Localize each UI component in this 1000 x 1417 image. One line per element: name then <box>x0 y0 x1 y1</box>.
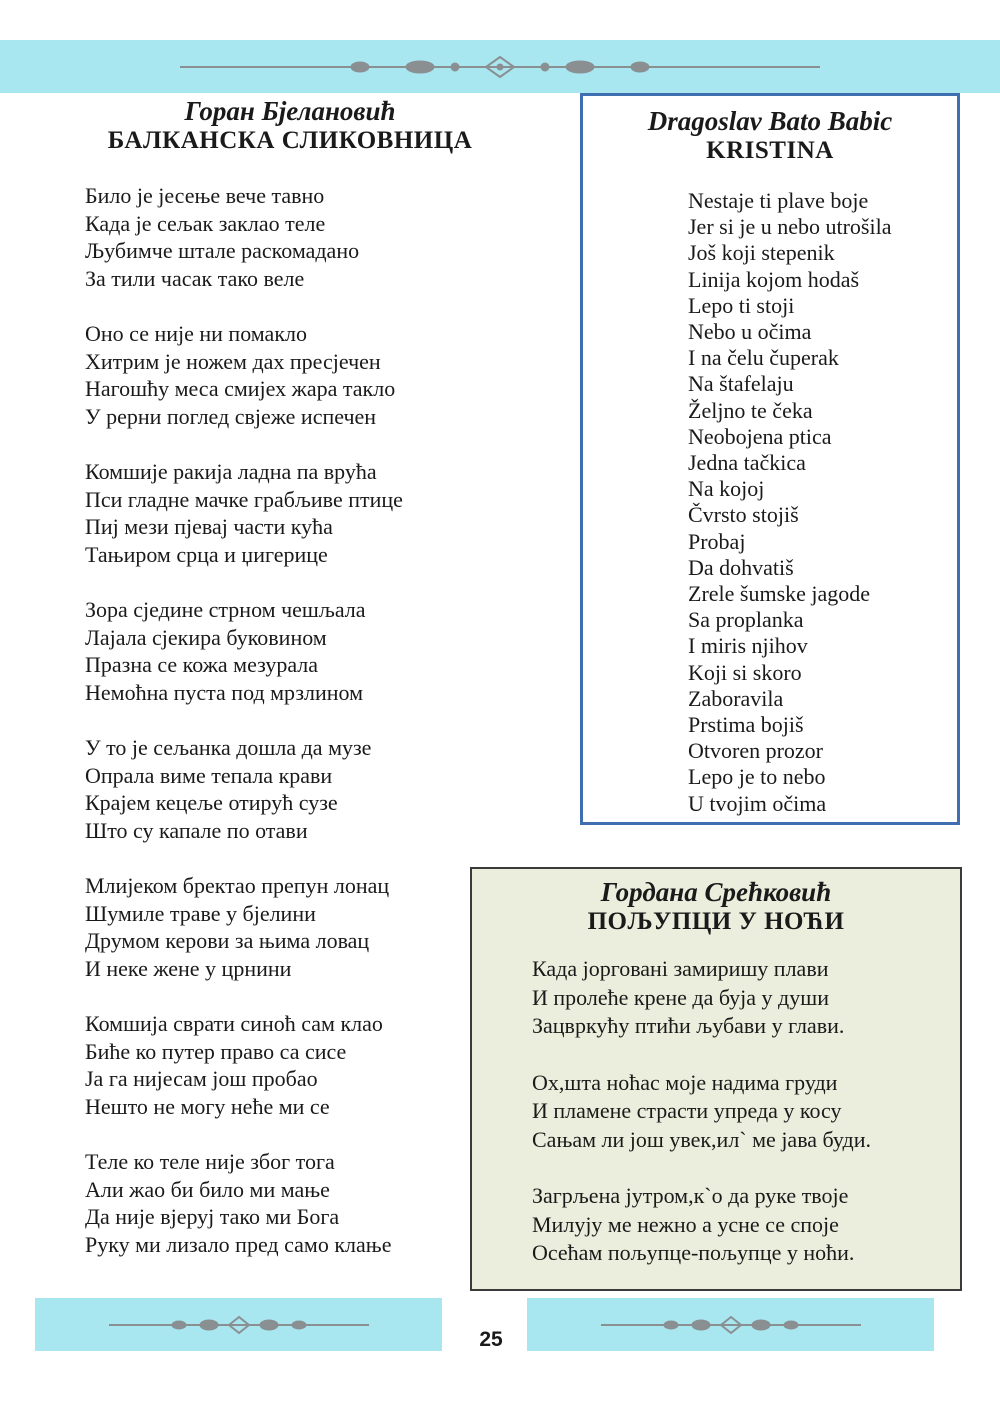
poem-stanza <box>85 734 505 844</box>
poem-line: Na kojoj <box>688 476 765 502</box>
poem-line: Prstima bojiš <box>688 712 804 738</box>
poem-line: Шумиле траве у бјелини <box>85 900 316 926</box>
poem-line: Комшија сврати синоћ сам клао <box>85 1011 383 1036</box>
poem-line: Али жао би било ми мање <box>85 1176 330 1202</box>
poem-line: Комшије ракија ладна па врућа <box>85 459 377 484</box>
poem-line: Jedna tačkica <box>688 450 806 476</box>
poem-author: Dragoslav Bato Babic <box>647 106 893 136</box>
poem-stanza <box>85 872 505 982</box>
poem-line: Када јоргованi замиришу плави <box>532 956 829 981</box>
poem-line: У то је сељанка дошла да музе <box>85 735 372 760</box>
poem-stanza <box>85 1010 505 1120</box>
poem-author: Горан Бјелановић <box>184 96 396 126</box>
poem-line: Што су капале по отави <box>85 817 308 843</box>
poem-lines <box>688 188 891 817</box>
poem-line: Зацвркућу птићи љубави у глави. <box>532 1013 845 1038</box>
poem-line: Теле ко теле није због тога <box>85 1149 335 1174</box>
poem-stanza <box>85 182 505 292</box>
poem-line: Љубимче штале раскомадано <box>85 238 360 263</box>
poem-line: Осећам пољупце-пољупце у ноћи. <box>532 1240 855 1265</box>
poem-line: Čvrsto stojiš <box>688 502 799 528</box>
flourish-divider-icon <box>601 1313 861 1337</box>
flourish-divider-icon <box>180 52 820 82</box>
poem-poljupci-box <box>470 867 962 1291</box>
poem-stanzas <box>85 182 505 1258</box>
poem-line: I miris njihov <box>688 633 808 659</box>
poem-line: Sa proplanka <box>688 607 804 633</box>
poem-line: Ја га нијесам још пробао <box>85 1066 318 1091</box>
top-decorative-band <box>0 40 1000 93</box>
poem-line: Пси гладне мачке грабљиве птице <box>85 486 403 512</box>
poem-line: Još koji stepenik <box>688 240 835 266</box>
poem-kristina-box <box>580 93 960 825</box>
poem-line: И пролеће крене да буја у души <box>532 984 829 1010</box>
poem-line: Koji si skoro <box>688 659 802 685</box>
poem-title: KRISTINA <box>706 137 834 164</box>
poem-line: Nebo u očima <box>688 319 812 345</box>
poem-line: Зора сједине стрном чешљала <box>85 597 366 622</box>
poem-line: Otvoren prozor <box>688 738 824 764</box>
page-number: 25 <box>479 1328 503 1351</box>
poem-line: И неке жене у црнини <box>85 955 292 981</box>
poem-line: Пиј мези пјевај части кућа <box>85 514 333 539</box>
poem-line: Neobojena ptica <box>688 423 832 449</box>
poem-stanza <box>85 320 505 430</box>
poem-stanza <box>85 1148 505 1258</box>
poem-line: Сањам ли још увек,ил` ме јава буди. <box>532 1126 871 1152</box>
poem-line: Биће ко путер право са сисе <box>85 1038 347 1064</box>
poem-line: Када је сељак заклао теле <box>85 210 326 236</box>
poem-line: Руку ми лизало пред само клање <box>85 1231 392 1257</box>
poem-line: Загрљена јутром,к`о да руке твоје <box>532 1183 849 1208</box>
poem-line: За тили часак тако веле <box>85 265 305 291</box>
poem-stanza <box>532 1069 871 1155</box>
poem-line: Нагошћу меса смијех жара такло <box>85 376 396 401</box>
poem-title: ПОЉУПЦИ У НОЋИ <box>587 908 845 935</box>
poem-stanza <box>532 955 871 1041</box>
poem-line: Нешто не могу неће ми се <box>85 1093 330 1119</box>
poem-line: Било је јесење вече тавно <box>85 183 325 208</box>
poem-line: Željno te čeka <box>688 397 813 423</box>
poem-line: Zaboravila <box>688 685 784 711</box>
poem-balkanska-slikovnica <box>85 96 505 1286</box>
poem-line: I na čelu čuperak <box>688 345 839 371</box>
poem-line: Хитрим је ножем дах пресјечен <box>85 348 381 374</box>
poem-line: Linija kojom hodaš <box>688 266 860 292</box>
poem-title: БАЛКАНСКА СЛИКОВНИЦА <box>107 127 473 154</box>
poem-stanza <box>85 458 505 568</box>
poem-line: Nestaje ti plave boje <box>688 188 869 213</box>
poem-line: У рерни поглед свјеже испечен <box>85 403 377 429</box>
poem-line: Лајала сјекира буковином <box>85 624 327 650</box>
bottom-decorative-band-left <box>35 1298 442 1351</box>
poem-line: Милују ме нежно а усне се споје <box>532 1211 839 1237</box>
poem-line: Немоћна пуста под мрзлином <box>85 679 364 705</box>
poem-line: Da dohvatiš <box>688 554 794 580</box>
poem-stanzas <box>532 955 871 1296</box>
poem-line: Na štafelaju <box>688 371 794 397</box>
poem-line: Тањиром срца и џигерице <box>85 541 328 567</box>
poem-line: Опрала виме тепала крави <box>85 762 333 788</box>
poem-stanza <box>85 596 505 706</box>
poem-line: Lepo je to nebo <box>688 764 826 790</box>
bottom-decorative-band-right <box>527 1298 934 1351</box>
poem-line: Probaj <box>688 528 746 554</box>
poem-line: Крајем кецеље отирућ сузе <box>85 790 338 815</box>
poem-line: Друмом керови за њима ловац <box>85 928 370 953</box>
poem-line: Да није вјеруј тако ми Бога <box>85 1204 340 1229</box>
poem-stanza <box>532 1182 871 1268</box>
poem-line: Jer si je u nebo utrošila <box>688 214 892 240</box>
poem-line: Оно се није ни помакло <box>85 321 307 346</box>
flourish-divider-icon <box>109 1313 369 1337</box>
poem-author: Гордана Срећковић <box>600 877 832 907</box>
poem-line: Zrele šumske jagode <box>688 581 871 607</box>
poem-line: Ох,шта ноћас моје надима груди <box>532 1069 838 1095</box>
poem-line: Празна се кожа мезурала <box>85 652 319 677</box>
poem-line: Lepo ti stoji <box>688 292 795 318</box>
poem-line: U tvojim očima <box>688 790 827 816</box>
poem-line: Млијеком бректао препун лонац <box>85 873 390 898</box>
poem-line: И пламене страсти упреда у косу <box>532 1098 842 1123</box>
